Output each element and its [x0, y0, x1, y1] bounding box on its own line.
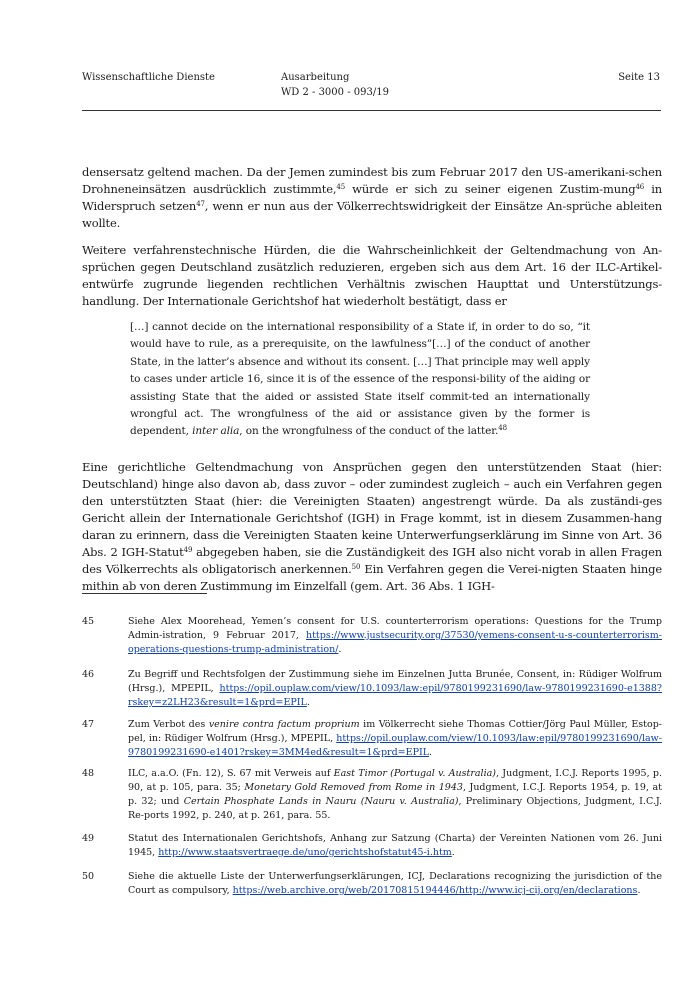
footnote-45-body: Siehe Alex Moorehead, Yemen’s consent for U.S. counterterrorism operations: Questions for the Trump Admin-istration, 9 Februar 2017,: [128, 616, 662, 641]
header-document-type: [281, 70, 389, 100]
footnote-number: 49: [82, 833, 95, 844]
footnote-separator: [82, 593, 207, 594]
paragraph-3: [82, 459, 662, 595]
footnote-text: [128, 668, 662, 710]
quote-text-2: , on the wrongfulness of the conduct of the latter.: [239, 425, 499, 438]
paragraph-2: Weitere verfahrenstechnische Hürden, die die Wahrscheinlichkeit der Geltendmachung von An-sprüchen gegen Deutschland zusätzlich reduzieren, ergeben sich aus dem Art. 16 der ILC-Artikel-entwürfe zugrunde liegenden rechtlichen Verhältnis zwischen Haupttat und Unterstützungs-handlung. Der Internationale Gerichtshof hat wiederholt bestätigt, dass er: [82, 243, 662, 308]
footnote-50-link[interactable]: https://web.archive.org/web/20170815194446/http://www.icj-cij.org/en/declarations: [232, 885, 638, 896]
footnote-47-link[interactable]: https://opil.ouplaw.com/view/10.1093/law:epil/9780199231690/law-9780199231690-e1401?rskey=3MM4ed&result=1&prd=EPIL: [128, 733, 662, 758]
block-quote: [130, 319, 590, 441]
footnote-text: [128, 767, 662, 823]
footnote-45-end: .: [338, 644, 342, 655]
paragraph-1: [82, 164, 662, 232]
quote-text-1: […] cannot decide on the international responsibility of a State if, in order to do so, “it would have to rule, as a prerequisite, on the lawfulness”[…] of the conduct of another State, in the latter’s absence and without its consent. […] That principle may well apply to cases under article 16, since it is of the essence of the responsi-bility of the aiding or assisting State that the aided or assisted State itself commit-ted an internationally wrongful act. The wrongfulness of the aid or assistance given by the former is dependent,: [130, 321, 590, 438]
footnote-ref-50[interactable]: 50: [351, 563, 361, 571]
footnote-45: [82, 615, 662, 657]
footnote-50-end: .: [637, 885, 641, 896]
footnote-48-body-3: , Judgment, I.C.J. Reports 1954, p. 19, at p. 32; und: [128, 782, 662, 807]
footnote-49: [82, 832, 662, 860]
footnote-number: 50: [82, 871, 95, 882]
footnote-46-end: .: [306, 697, 310, 708]
footnote-45-link[interactable]: https://www.justsecurity.org/37530/yemens-consent-u-s-counterterrorism-operations-questions-trump-administration/: [128, 630, 662, 655]
para1-text-2: würde er sich zu seiner eigenen Zustim-mung: [345, 182, 636, 196]
para3-text-2: abgegeben haben, sie die Zuständigkeit des IGH also nicht vorab in allen Fragen des Völkerrechts als obligatorisch anerkennen.: [82, 545, 662, 576]
footnote-49-link[interactable]: http://www.staatsvertraege.de/uno/gerichtshofstatut45-i.htm: [158, 847, 452, 858]
footnote-ref-47[interactable]: 47: [196, 200, 205, 208]
footnote-49-end: .: [451, 847, 455, 858]
footnote-48-case-2: Monetary Gold Removed from Rome in 1943: [244, 782, 463, 793]
footnote-text: [128, 718, 662, 760]
header-page-number: Seite 13: [618, 72, 660, 83]
para3-text-1: Eine gerichtliche Geltendmachung von Ansprüchen gegen den unterstützenden Staat (hier: Deutschland) hinge also davon ab, dass zuvor – oder zumindest zugleich – auch ein Verfahren gegen den unterstützten Staat (hier: die Vereinigten Staaten) angestrengt würde. Da als zuständi-ges Gericht allein der Internationale Gerichtshof (IGH) in Frage kommt, ist in diesem Zusammen-hang daran zu erinnern, dass die Vereinigten Staaten keine Unterwerfungserklärung im Sinne von Art. 36 Abs. 2 IGH-Statut: [82, 460, 662, 559]
footnote-50-body: Siehe die aktuelle Liste der Unterwerfungserklärungen, ICJ, Declarations recognizing the jurisdiction of the Court as compulsory,: [128, 871, 662, 896]
footnote-47-body-1: Zum Verbot des: [128, 719, 209, 730]
para3-text-3: Ein Verfahren gegen die Verei-nigten Staaten hinge mithin ab von deren Zustimmung im Einzelfall (gem. Art. 36 Abs. 1 IGH-: [82, 562, 662, 593]
footnote-text: [128, 615, 662, 657]
footnote-ref-49[interactable]: 49: [183, 546, 193, 554]
header-divider: [82, 110, 661, 111]
footnote-48-body-4: , Preliminary Objections, Judgment, I.C.J. Re-ports 1992, p. 240, at p. 261, para. 55.: [128, 796, 662, 821]
footnote-46-body: Zu Begriff und Rechtsfolgen der Zustimmung siehe im Einzelnen Jutta Brunée, Consent, in: Rüdiger Wolfrum (Hrsg.), MPEPIL,: [128, 669, 662, 694]
footnote-47: [82, 718, 662, 760]
footnote-46-link[interactable]: https://opil.ouplaw.com/view/10.1093/law:epil/9780199231690/law-9780199231690-e1388?rskey=z2LH23&result=1&prd=EPIL: [128, 683, 662, 708]
footnote-47-italic: venire contra factum proprium: [208, 719, 360, 730]
footnote-number: 47: [82, 719, 95, 730]
footnote-number: 48: [82, 768, 95, 779]
footnote-47-body-2: im Völkerrecht siehe Thomas Cottier/Jörg Paul Müller, Estop-pel, in: Rüdiger Wolfrum (Hrsg.), MPEPIL,: [128, 719, 663, 744]
footnote-ref-48[interactable]: 48: [498, 424, 507, 433]
footnote-48-case-3: Certain Phosphate Lands in Nauru (Nauru v. Australia): [183, 796, 459, 807]
footnote-50: [82, 870, 662, 898]
footnote-ref-46[interactable]: 46: [635, 183, 645, 191]
footnote-48: [82, 767, 662, 823]
footnote-48-body-2: , Judgment, I.C.J. Reports 1995, p. 90, at p. 105, para. 35;: [128, 768, 662, 793]
footnote-text: [128, 832, 662, 860]
header-doc-number: WD 2 - 3000 - 093/19: [281, 87, 389, 98]
para1-text-1: densersatz geltend machen. Da der Jemen zumindest bis zum Februar 2017 den US-amerikani-schen Drohneneinsätzen ausdrücklich zustimmte,: [82, 165, 662, 196]
footnote-text: [128, 870, 662, 898]
footnote-number: 46: [82, 669, 95, 680]
header-department: Wissenschaftliche Dienste: [82, 72, 215, 83]
footnote-ref-45[interactable]: 45: [336, 183, 346, 191]
header-doc-title: Ausarbeitung: [281, 72, 350, 83]
footnote-48-case-1: East Timor (Portugal v. Australia): [333, 768, 496, 779]
para1-text-3: in Widerspruch setzen: [82, 182, 662, 213]
para1-text-4: , wenn er nun aus der Völkerrechtswidrigkeit der Einsätze An-sprüche ableiten wollte.: [82, 199, 663, 230]
footnote-49-body: Statut des Internationalen Gerichtshofs, Anhang zur Satzung (Charta) der Vereinten Nationen vom 26. Juni 1945,: [128, 833, 662, 858]
footnote-47-end: .: [429, 747, 433, 758]
footnote-46: [82, 668, 662, 710]
footnote-number: 45: [82, 616, 95, 627]
quote-italic: inter alia: [192, 425, 240, 438]
footnote-48-body-1: ILC, a.a.O. (Fn. 12), S. 67 mit Verweis auf: [128, 768, 334, 779]
